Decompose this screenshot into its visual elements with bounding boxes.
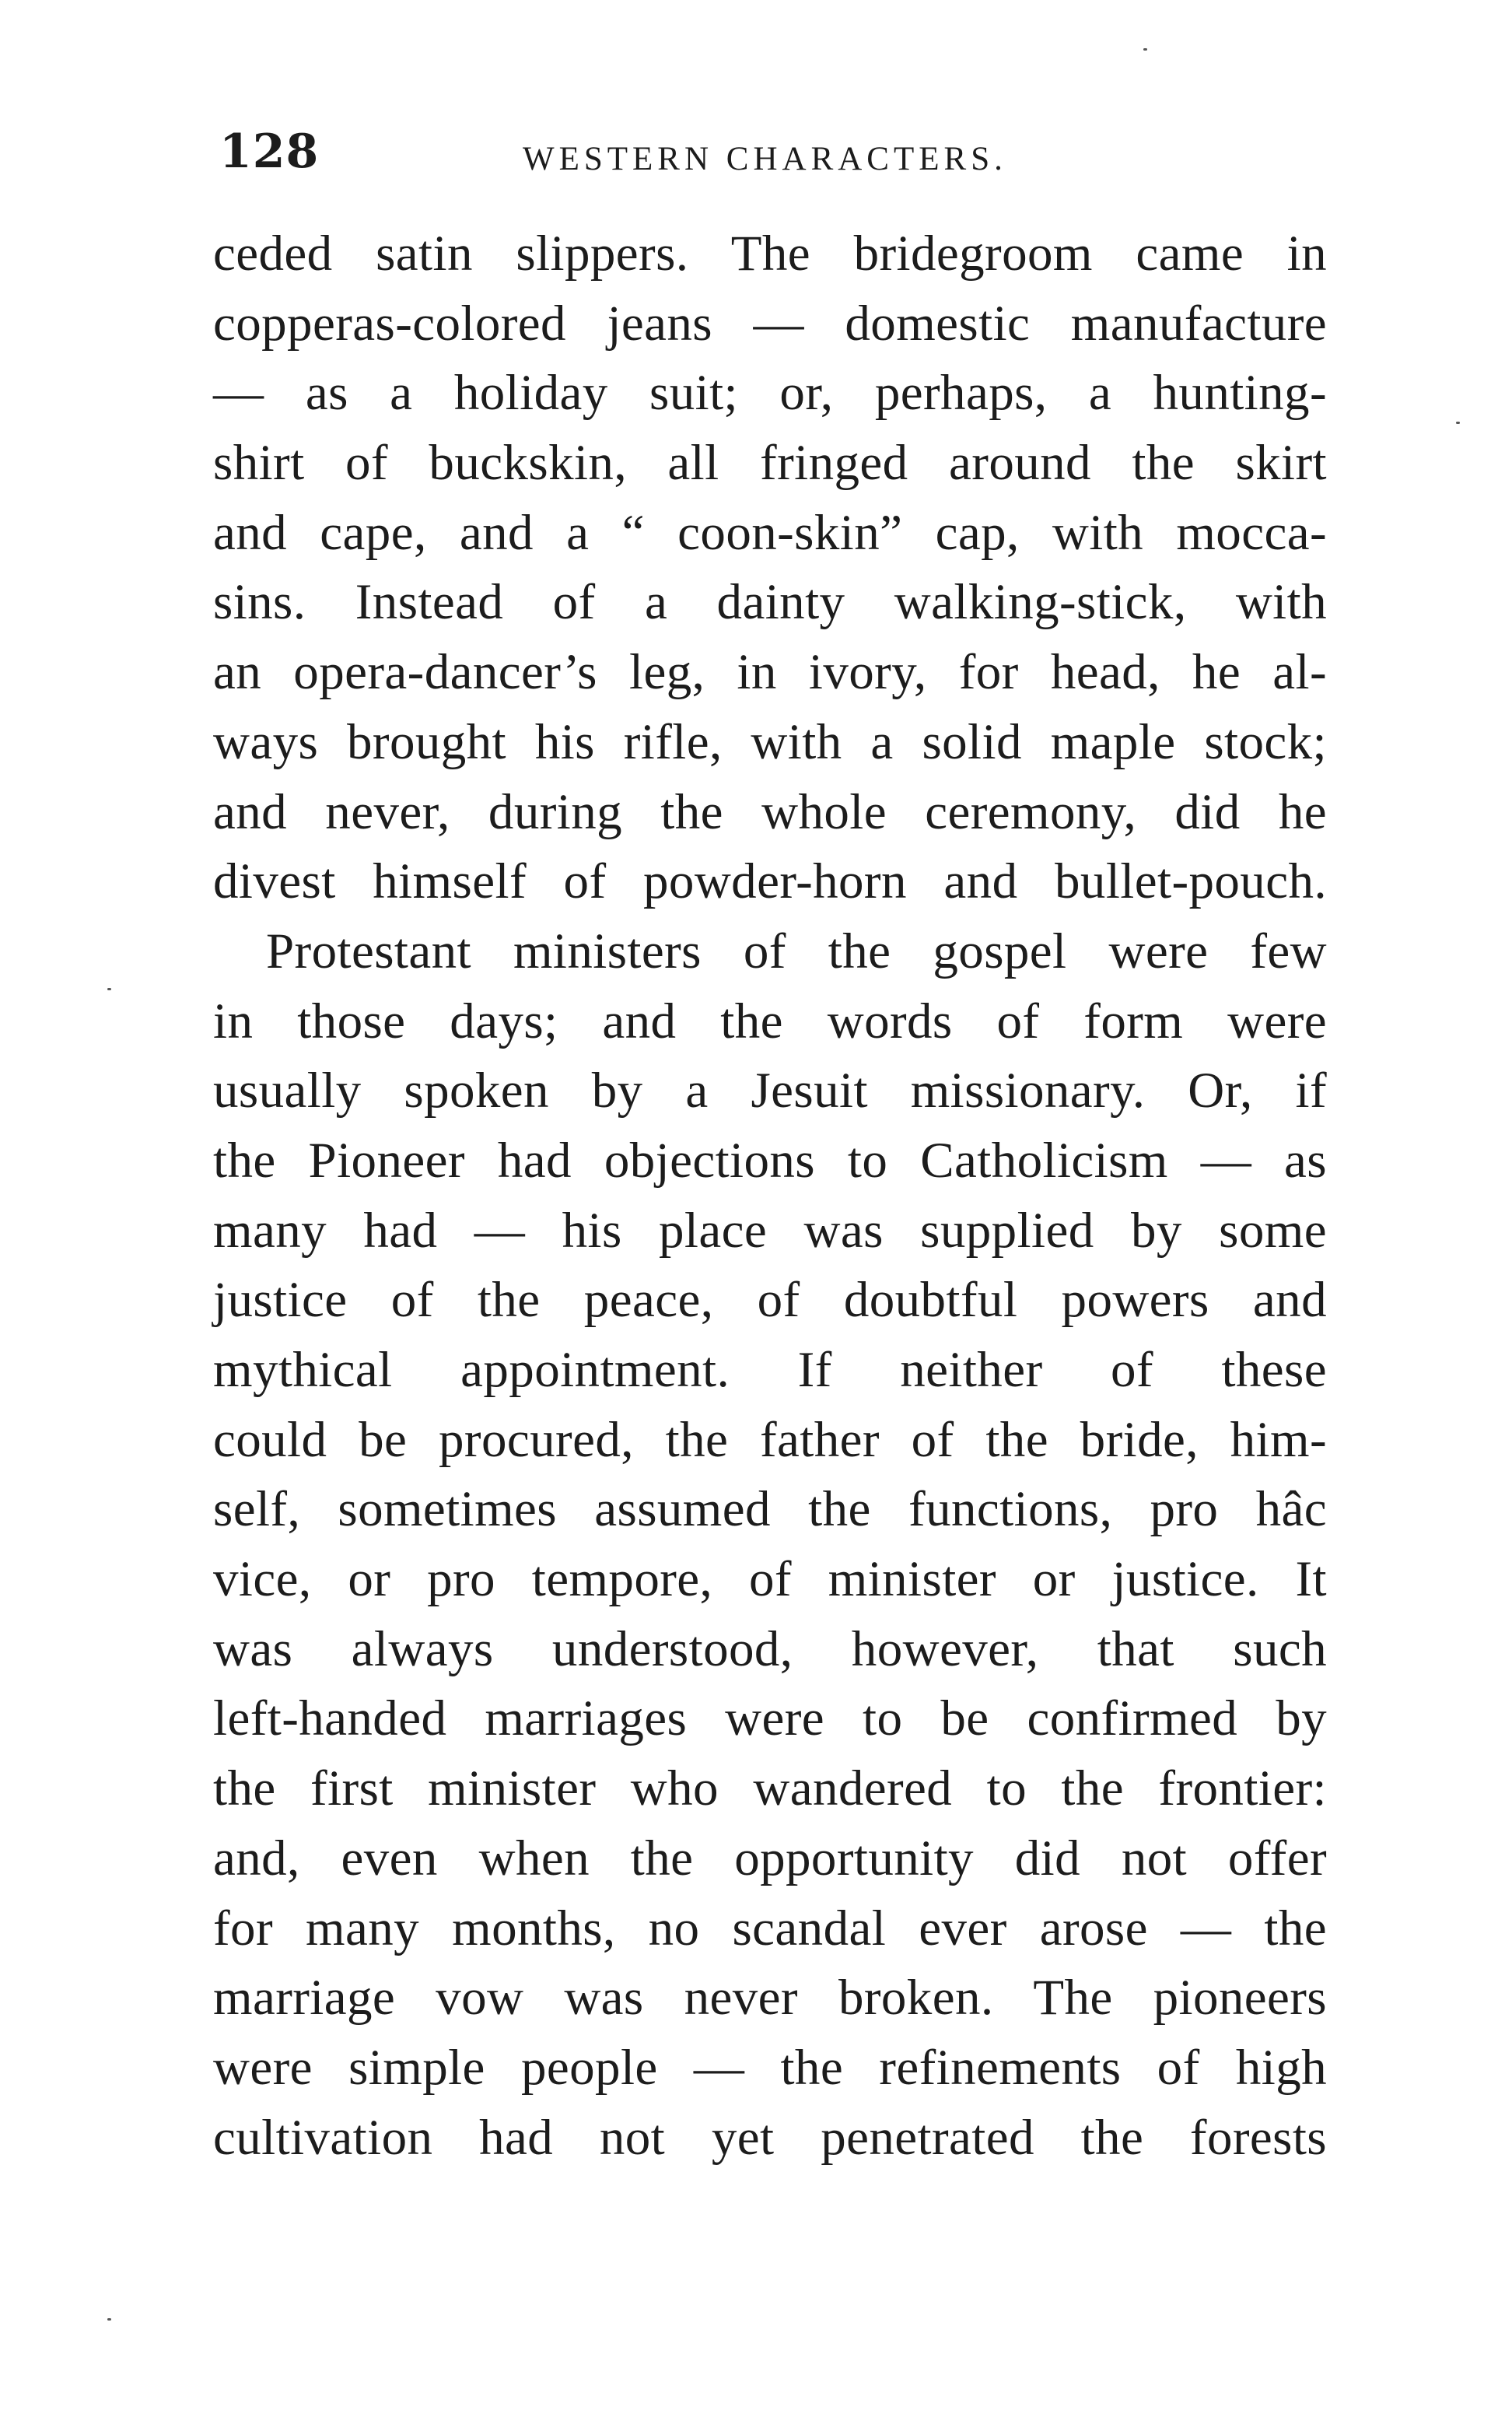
text-line: ways brought his rifle, with a solid maple stock;	[213, 713, 1327, 770]
text-line: sins. Instead of a dainty walking-stick, with	[213, 574, 1327, 631]
text-line: divest himself of powder-horn and bullet-pouch.	[213, 853, 1327, 910]
text-line: cultivation had not yet penetrated the forests	[213, 2109, 1327, 2166]
text-line: could be procured, the father of the bride, him-	[213, 1411, 1327, 1468]
text-line: usually spoken by a Jesuit missionary. Or, if	[213, 1063, 1327, 1119]
paragraph-first-line: Protestant ministers of the gospel were few	[266, 923, 1327, 979]
text-line: justice of the peace, of doubtful powers and	[213, 1272, 1327, 1329]
page-number: 128	[219, 124, 320, 179]
text-line: ceded satin slippers. The bridegroom came in	[213, 226, 1327, 282]
text-line: the first minister who wandered to the frontier:	[213, 1760, 1327, 1817]
print-speck	[1456, 422, 1460, 424]
text-line: — as a holiday suit; or, perhaps, a hunting-	[213, 365, 1327, 422]
text-line: shirt of buckskin, all fringed around the skirt	[213, 435, 1327, 492]
text-line: the Pioneer had objections to Catholicism — as	[213, 1132, 1327, 1189]
print-speck	[1143, 48, 1147, 51]
print-speck	[107, 988, 111, 990]
running-head	[210, 117, 1330, 187]
text-line: marriage vow was never broken. The pioneers	[213, 1970, 1327, 2026]
text-line: in those days; and the words of form were	[213, 993, 1327, 1049]
print-speck	[107, 2318, 111, 2321]
text-line: was always understood, however, that such	[213, 1620, 1327, 1677]
text-line: and never, during the whole ceremony, did he	[213, 783, 1327, 840]
text-line: many had — his place was supplied by some	[213, 1202, 1327, 1259]
running-title: WESTERN CHARACTERS.	[523, 141, 1007, 177]
text-line: self, sometimes assumed the functions, pro hâc	[213, 1481, 1327, 1538]
text-line: left-handed marriages were to be confirmed by	[213, 1690, 1327, 1747]
text-line: mythical appointment. If neither of these	[213, 1342, 1327, 1398]
text-line: for many months, no scandal ever arose — the	[213, 1900, 1327, 1956]
text-line: and, even when the opportunity did not offer	[213, 1830, 1327, 1886]
body-text	[213, 219, 1327, 2173]
text-line: and cape, and a “ coon-skin” cap, with mocca-	[213, 504, 1327, 561]
text-line: copperas-colored jeans — domestic manufacture	[213, 295, 1327, 352]
text-line: vice, or pro tempore, of minister or justice. It	[213, 1551, 1327, 1608]
text-line: were simple people — the refinements of high	[213, 2039, 1327, 2096]
text-line: an opera-dancer’s leg, in ivory, for head, he al-	[213, 644, 1327, 701]
